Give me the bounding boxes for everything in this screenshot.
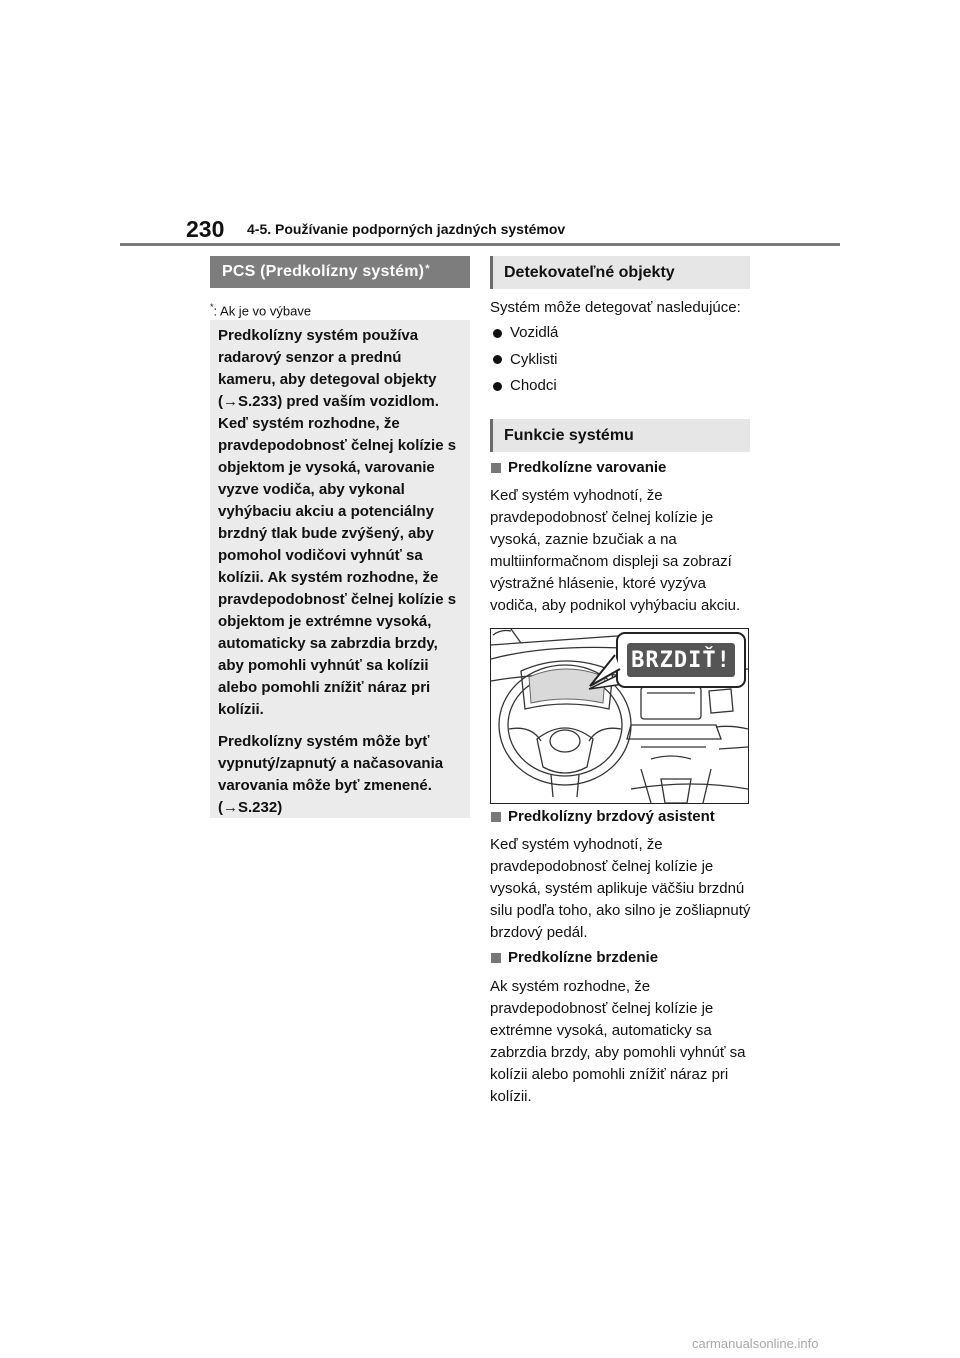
optional-equipment-mark: * <box>425 263 430 275</box>
summary-paragraph-2: Predkolízny systém môže byť vypnutý/zapnutý a načasovania varovania môže byť zmenené. (→S.232) <box>218 733 444 816</box>
list-item: Cyklisti <box>493 347 558 374</box>
function-brake-assist-label: Predkolízny brzdový asistent <box>508 808 715 825</box>
chapter-title: 4-5. Používanie podporných jazdných systémov <box>247 221 566 237</box>
pcs-section-banner <box>210 256 470 288</box>
system-functions-heading: Funkcie systému <box>490 419 750 452</box>
square-bullet-icon <box>491 953 501 963</box>
detectable-objects-list <box>493 320 558 400</box>
watermark: carmanualsonline.info <box>692 1336 819 1351</box>
function-warning-text: Keď systém vyhodnotí, že pravdepodobnosť čelnej kolízie je vysoká, zaznie bzučiak a na multiinformačnom displeji sa zobrazí výstražné hlásenie, ktoré vyzýva vodiča, aby podnikol vyhýbaciu akciu. <box>490 487 741 614</box>
function-brake-assist-title <box>491 808 715 825</box>
pcs-banner-title: PCS (Predkolízny systém) <box>222 263 425 280</box>
detectable-intro: Systém môže detegovať nasledujúce: <box>490 299 741 316</box>
function-brake-assist-text: Keď systém vyhodnotí, že pravdepodobnosť čelnej kolízie je vysoká, systém aplikuje väčšiu brzdnú silu podľa toho, ako silno je zošliapnutý brzdový pedál. <box>490 836 751 941</box>
summary-paragraph-1: Predkolízny systém používa radarový senzor a prednú kameru, aby detegoval objekty (→S.233) pred vaším vozidlom. Keď systém rozhodne, že pravdepodobnosť čelnej kolízie s objektom je vysoká, varovanie vyzve vodiča, aby vykonal vyhýbaciu akciu a potenciálny brzdný tlak bude zvýšený, aby pomohol vodičovi vyhnúť sa kolízii. Ak systém rozhodne, že pravdepodobnosť čelnej kolízie s objektom je extrémne vysoká, automaticky sa zabrzdia brzdy, aby pomohli vyhnúť sa kolízii alebo pomohli znížiť náraz pri kolízii. <box>218 327 457 718</box>
function-braking-title <box>491 949 658 966</box>
pcs-summary-box <box>210 320 470 818</box>
footnote <box>210 302 311 318</box>
function-braking-text: Ak systém rozhodne, že pravdepodobnosť čelnej kolízie je extrémne vysoká, automaticky sa zabrzdia brzdy, aby pomohli vyhnúť sa kolízii alebo pomohli znížiť náraz pri kolízii. <box>490 978 746 1105</box>
detectable-objects-heading: Detekovateľné objekty <box>490 256 750 289</box>
header-divider <box>120 243 840 246</box>
footnote-mark: * <box>210 302 214 312</box>
brake-warning-message: BRZDIŤ! <box>631 647 731 673</box>
page-number: 230 <box>186 216 225 242</box>
function-warning-label: Predkolízne varovanie <box>508 459 667 476</box>
function-warning-title <box>491 459 666 476</box>
footnote-text: : Ak je vo výbave <box>213 303 312 319</box>
square-bullet-icon <box>491 812 501 822</box>
list-item: Chodci <box>493 373 558 400</box>
function-braking-label: Predkolízne brzdenie <box>508 949 659 966</box>
dashboard-illustration <box>490 628 749 804</box>
list-item: Vozidlá <box>493 320 558 347</box>
square-bullet-icon <box>491 463 501 473</box>
